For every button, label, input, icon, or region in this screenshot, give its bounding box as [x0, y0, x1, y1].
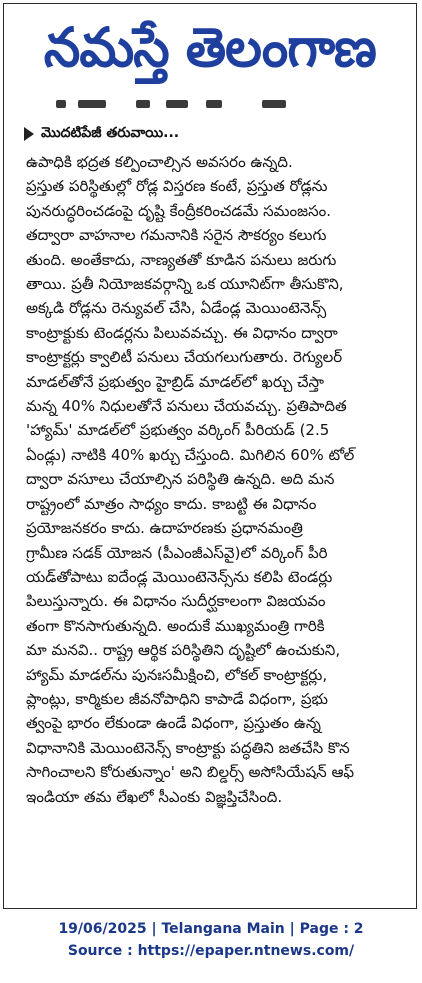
article-line: ఏండ్లు) నాటికి 40% ఖర్చు చేస్తుంది. మిగిలిన 60% టోల్ — [26, 445, 355, 464]
article-line: 'హ్యామ్' మాడల్‌లో ప్రభుత్వం వర్కింగ్ పీరియడ్ (2.5 — [26, 421, 330, 440]
newspaper-clipping — [3, 3, 417, 909]
article-line: ఇండియా తమ లేఖలో సీఎంకు విజ్ఞప్తిచేసింది. — [26, 787, 283, 806]
article-line: పునరుద్ధరించడంపై దృష్టి కేంద్రీకరించడమే సమంజసం. — [26, 201, 332, 220]
cut-glyph — [206, 100, 222, 108]
article-line: హ్యామ్ మాడల్‌ను పునఃసమీక్షించి, లోకల్ కాంట్రాక్టర్లు, — [26, 665, 328, 684]
article-line: రాష్ట్రంలో మాత్రం సాధ్యం కాదు. కాబట్టి ఈ విధానం — [26, 494, 317, 513]
footer-dateline: 19/06/2025 | Telangana Main | Page : 2 — [58, 921, 364, 937]
article-line: పిలుస్తున్నారు. ఈ విధానం సుదీర్ఘకాలంగా విజయవం — [26, 592, 326, 611]
article-line: మాడల్‌తోనే ప్రభుత్వం హైబ్రిడ్ మాడల్‌లో ఖర్చు చేస్తా — [26, 372, 324, 391]
article-line: ప్లాంట్లు, కార్మికుల జీవనోపాధిని కాపాడే విధంగా, ప్రభు — [26, 689, 328, 708]
article-line: ఉపాధికి భద్రత కల్పించాల్సిన అవసరం ఉన్నది. — [26, 153, 293, 171]
cut-glyph — [262, 100, 286, 108]
article-line: అక్కడి రోడ్లను రెన్యువల్ చేసి, ఏడేండ్ల మెయింటెనెన్స్ — [26, 299, 327, 318]
arrow-right-icon — [24, 127, 34, 141]
article-line: తుంది. అంతేకాదు, నాణ్యతతో కూడిన పనులు జరుగు — [26, 250, 337, 269]
article-line: విధానానికి మెయింటెనెన్స్ కాంట్రాక్టు పద్ధతిని జతచేసి కొన — [26, 738, 350, 757]
kicker-text: మొదటిపేజీ తరువాయి... — [41, 124, 180, 141]
cropped-headline-remnant — [16, 98, 404, 110]
footer — [0, 918, 422, 962]
article-line: మా మనవి.. రాష్ట్ర ఆర్థిక పరిస్థితిని దృష్టిలో ఉంచుకుని, — [26, 641, 341, 660]
cut-glyph — [166, 100, 188, 108]
article-line: తాయి. ప్రతీ నియోజకవర్గాన్ని ఒక యూనిట్‌గా తీసుకొని, — [26, 275, 344, 294]
masthead-title: నమస్తే తెలంగాణ — [44, 15, 376, 79]
article-line: త్వంపై భారం లేకుండా ఉండే విధంగా, ప్రస్తుతం ఉన్న — [26, 714, 321, 733]
cut-glyph — [78, 100, 106, 108]
article-line: ప్రయోజనకరం కాదు. ఉదాహరణకు ప్రధానమంత్రి — [26, 519, 303, 538]
footer-source: Source : https://epaper.ntnews.com/ — [67, 943, 355, 959]
article-line: సాగించాలని కోరుతున్నాం' అని బిల్డర్స్ అసోసియేషన్ ఆఫ్ — [26, 763, 355, 782]
article-line: కాంట్రాక్టుకు టెండర్లను పిలువవచ్చు. ఈ విధానం ద్వారా — [26, 323, 338, 342]
article-body — [26, 150, 404, 809]
article-line: యడ్‌తోపాటు ఐదేండ్ల మెయింటెనెన్స్‌ను కలిపి టెండర్లు — [26, 567, 333, 586]
article-line: ద్వారా వసూలు చేయాల్సిన పరిస్థితి ఉన్నది. అది మన — [26, 470, 335, 489]
article-line: గ్రామీణ సడక్ యోజన (పీఎంజీఎస్‌వై)లో వర్కింగ్ పీరి — [26, 543, 328, 562]
article-line: మన్న 40% నిధులతోనే పనులు చేయవచ్చు. ప్రతిపాదిత — [26, 397, 347, 416]
masthead — [4, 4, 416, 90]
article-line: తంగా కొనసాగుతున్నది. అందుకే ముఖ్యమంత్రి గారికి — [26, 616, 325, 635]
article-line: కాంట్రాక్టర్లు క్వాలిటీ పనులు చేయగలుగుతారు. రెగ్యులర్ — [26, 348, 343, 367]
article-line: తద్వారా వాహనాల గమనానికి సరైన సౌకర్యం కలుగు — [26, 226, 327, 245]
article-line: ప్రస్తుత పరిస్థితుల్లో రోడ్ల విస్తరణ కంటే, ప్రస్తుత రోడ్లను — [26, 177, 328, 196]
continuation-kicker — [24, 123, 179, 145]
cut-glyph — [56, 100, 66, 108]
cut-glyph — [136, 100, 150, 108]
